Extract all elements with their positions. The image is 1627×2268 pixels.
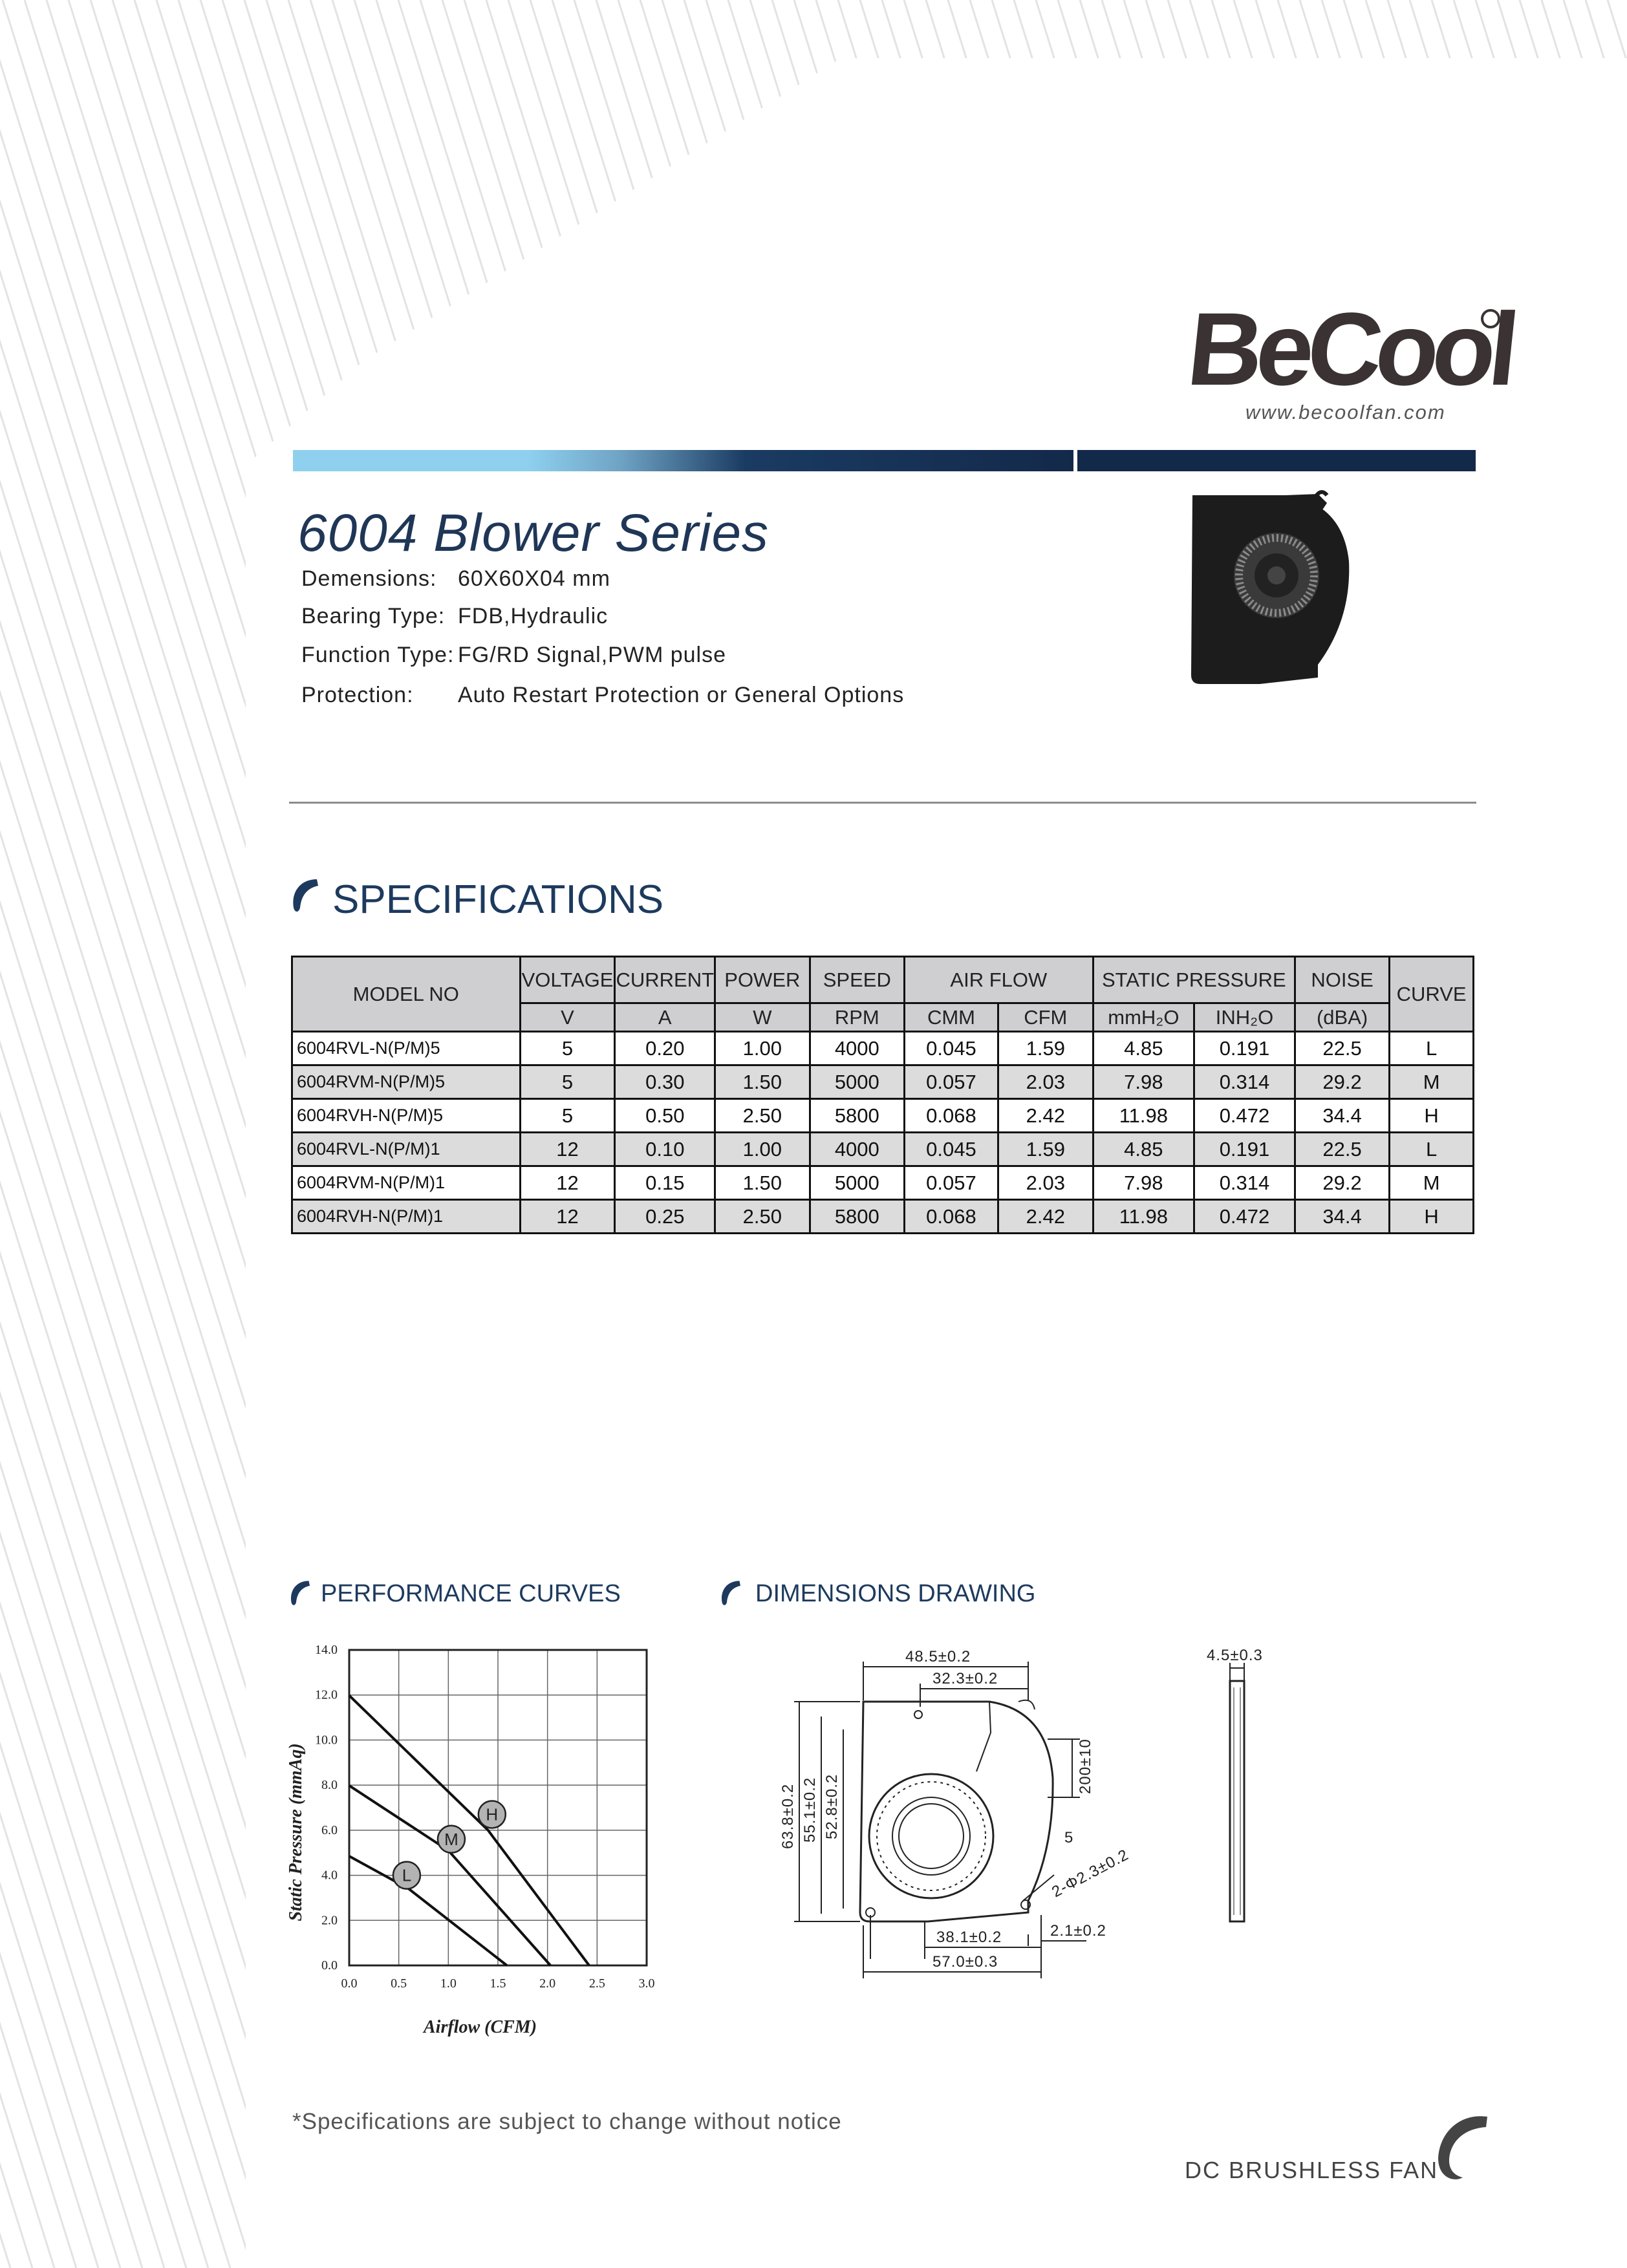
x-tick-label: 1.5 [490,1976,506,1991]
table-cell: 2.03 [998,1065,1093,1099]
table-cell: 5 [520,1032,615,1065]
table-cell: 5 [520,1065,615,1099]
table-row [292,1032,1474,1065]
table-cell: 0.472 [1194,1099,1295,1133]
table-cell: 12 [520,1166,615,1200]
unit-power: W [715,1003,810,1032]
section-divider [289,802,1476,804]
table-cell: 0.30 [615,1065,715,1099]
y-tick-label: 10.0 [315,1733,338,1748]
model-cell: 6004RVM-N(P/M)5 [292,1065,521,1099]
marker-label-h: H [486,1804,499,1824]
x-tick-label: 3.0 [638,1976,655,1991]
table-cell: 29.2 [1295,1065,1389,1099]
dim-label-left3: 52.8±0.2 [823,1773,841,1839]
unit-voltage: V [520,1003,615,1032]
table-cell: 12 [520,1133,615,1166]
dim-label-bot2: 57.0±0.3 [932,1953,998,1971]
table-cell: M [1390,1166,1474,1200]
performance-heading: PERFORMANCE CURVES [321,1580,621,1607]
unit-speed: RPM [810,1003,904,1032]
table-cell: 5800 [810,1200,904,1234]
table-cell: 11.98 [1093,1099,1194,1133]
table-cell: 0.314 [1194,1065,1295,1099]
table-cell: 0.10 [615,1133,715,1166]
footer-label: DC BRUSHLESS FAN [1185,2157,1439,2183]
x-axis-title: Airflow (CFM) [424,2017,537,2037]
dimensions-heading: DIMENSIONS DRAWING [755,1580,1036,1607]
table-cell: 0.068 [904,1099,998,1133]
table-cell: 29.2 [1295,1166,1389,1200]
table-cell: 4.85 [1093,1133,1194,1166]
model-cell: 6004RVH-N(P/M)5 [292,1099,521,1133]
table-cell: 0.472 [1194,1200,1295,1234]
table-cell: 0.057 [904,1065,998,1099]
table-cell: H [1390,1200,1474,1234]
unit-inh2o: INH₂O [1194,1003,1295,1032]
dim-label-holes: 2-Φ2.3±0.2 [1049,1846,1132,1901]
table-cell: 1.50 [715,1166,810,1200]
marker-label-l: L [402,1865,412,1885]
spec-dimensions [301,566,610,592]
dim-label-left1: 63.8±0.2 [779,1783,797,1849]
unit-current: A [615,1003,715,1032]
dim-label-cable-tag: 5 [1064,1829,1074,1846]
y-tick-label: 6.0 [321,1823,338,1837]
table-cell: 0.15 [615,1166,715,1200]
y-axis-title: Static Pressure (mmAq) [286,1743,306,1921]
unit-cfm: CFM [998,1003,1093,1032]
x-tick-label: 0.0 [341,1976,358,1991]
table-cell: 0.057 [904,1166,998,1200]
table-cell: 0.50 [615,1099,715,1133]
table-cell: 1.59 [998,1032,1093,1065]
fan-product-image [1189,490,1357,688]
y-tick-label: 12.0 [315,1687,338,1702]
table-row [292,1099,1474,1133]
table-cell: 0.045 [904,1133,998,1166]
table-cell: 0.314 [1194,1166,1295,1200]
table-row [292,1166,1474,1200]
header-curve: CURVE [1390,957,1474,1032]
x-tick-label: 0.5 [391,1976,407,1991]
header-power: POWER [715,957,810,1003]
table-cell: L [1390,1133,1474,1166]
table-cell: 12 [520,1200,615,1234]
spec-label: Protection: [301,683,414,707]
table-cell: 1.59 [998,1133,1093,1166]
model-cell: 6004RVL-N(P/M)5 [292,1032,521,1065]
x-tick-label: 1.0 [440,1976,457,1991]
header-airflow: AIR FLOW [904,957,1093,1003]
table-cell: 11.98 [1093,1200,1194,1234]
table-cell: 22.5 [1295,1032,1389,1065]
y-tick-label: 8.0 [321,1778,338,1793]
table-cell: H [1390,1099,1474,1133]
table-row [292,1200,1474,1234]
spec-value: FDB,Hydraulic [458,604,609,628]
table-cell: 34.4 [1295,1099,1389,1133]
spec-label: Bearing Type: [301,604,446,628]
dim-label-side: 4.5±0.3 [1207,1647,1263,1664]
spec-label: Demensions: [301,566,437,591]
table-cell: 5800 [810,1099,904,1133]
logo-degree-mark [1481,309,1500,328]
table-cell: 7.98 [1093,1065,1194,1099]
table-cell: 0.045 [904,1032,998,1065]
model-cell: 6004RVL-N(P/M)1 [292,1133,521,1166]
marker-label-m: M [444,1829,458,1849]
header-bar-right [1077,450,1476,471]
brand-url: www.becoolfan.com [1245,401,1446,423]
y-tick-label: 0.0 [321,1958,338,1973]
header-static-pressure: STATIC PRESSURE [1093,957,1295,1003]
table-cell: 1.00 [715,1032,810,1065]
series-line-l [349,1856,507,1965]
header-voltage: VOLTAGE [520,957,615,1003]
dim-label-bot3: 2.1±0.2 [1050,1922,1106,1940]
table-cell: 2.50 [715,1200,810,1234]
series-title: 6004 Blower Series [297,504,770,562]
dimensions-drawing [763,1642,1293,1991]
spec-table [291,956,1474,1234]
spec-function [301,643,726,668]
dim-label-top2: 32.3±0.2 [932,1670,998,1687]
header-speed: SPEED [810,957,904,1003]
table-cell: 0.191 [1194,1032,1295,1065]
footer-swoosh-icon [1434,2113,1490,2184]
brand-logo: BeCool [1182,291,1518,407]
table-row [292,1065,1474,1099]
model-cell: 6004RVM-N(P/M)1 [292,1166,521,1200]
model-cell: 6004RVH-N(P/M)1 [292,1200,521,1234]
table-cell: 4000 [810,1133,904,1166]
table-cell: 0.191 [1194,1133,1295,1166]
dim-label-cable: 200±10 [1077,1738,1094,1794]
unit-cmm: CMM [904,1003,998,1032]
header-bar-left [293,450,1073,471]
y-tick-label: 4.0 [321,1868,338,1883]
table-cell: 34.4 [1295,1200,1389,1234]
spec-label: Function Type: [301,643,455,667]
table-cell: 2.42 [998,1099,1093,1133]
table-cell: 0.068 [904,1200,998,1234]
specifications-heading: SPECIFICATIONS [332,877,664,922]
y-tick-label: 2.0 [321,1913,338,1928]
unit-mmh2o: mmH₂O [1093,1003,1194,1032]
table-cell: 2.50 [715,1099,810,1133]
header-current: CURRENT [615,957,715,1003]
table-cell: 5000 [810,1065,904,1099]
table-cell: M [1390,1065,1474,1099]
spec-bearing [301,604,609,629]
table-cell: 5000 [810,1166,904,1200]
table-cell: 7.98 [1093,1166,1194,1200]
performance-chart [278,1642,679,2069]
spec-value: 60X60X04 mm [458,566,610,591]
unit-noise: (dBA) [1295,1003,1389,1032]
table-cell: 0.25 [615,1200,715,1234]
footnote: *Specifications are subject to change without notice [292,2109,842,2134]
spec-protection [301,683,905,708]
dim-label-bot1: 38.1±0.2 [936,1929,1002,1946]
table-cell: 1.00 [715,1133,810,1166]
table-cell: 1.50 [715,1065,810,1099]
table-row [292,1133,1474,1166]
performance-swoosh-icon [288,1579,312,1607]
x-tick-label: 2.5 [588,1976,605,1991]
dim-label-top1: 48.5±0.2 [905,1648,971,1665]
table-cell: 2.03 [998,1166,1093,1200]
table-cell: 5 [520,1099,615,1133]
dimensions-swoosh-icon [719,1579,742,1607]
header-noise: NOISE [1295,957,1389,1003]
section-swoosh-icon [290,877,321,914]
dim-label-left2: 55.1±0.2 [801,1777,819,1843]
y-tick-label: 14.0 [315,1643,338,1657]
header-model: MODEL NO [292,957,521,1032]
table-cell: 4.85 [1093,1032,1194,1065]
table-cell: 4000 [810,1032,904,1065]
spec-value: FG/RD Signal,PWM pulse [458,643,726,667]
table-cell: 0.20 [615,1032,715,1065]
table-cell: L [1390,1032,1474,1065]
table-cell: 22.5 [1295,1133,1389,1166]
x-tick-label: 2.0 [539,1976,556,1991]
table-cell: 2.42 [998,1200,1093,1234]
spec-value: Auto Restart Protection or General Options [458,683,905,707]
